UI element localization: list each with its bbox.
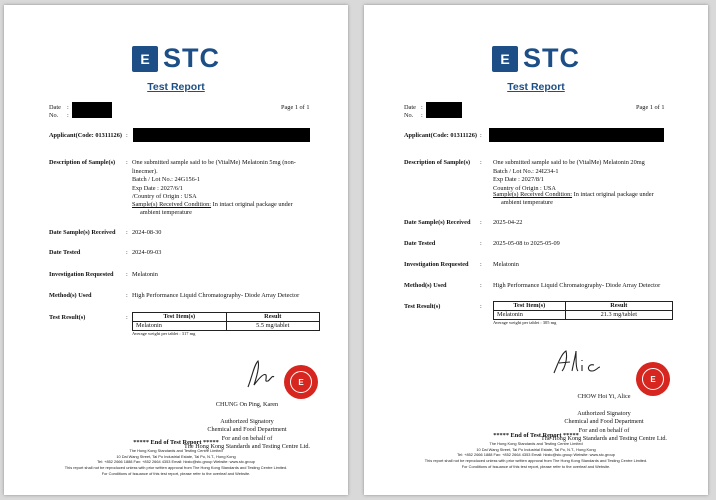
received-condition-text: In intact original package under <box>573 191 654 198</box>
date-tested-label: Date Tested <box>404 240 436 247</box>
report-page-right <box>364 5 708 495</box>
date-label: Date <box>404 104 416 111</box>
methods-label: Method(s) Used <box>404 282 447 289</box>
signature <box>550 347 602 377</box>
received-condition-label: Sample(s) Received Condition: <box>493 191 573 198</box>
results-label: Test Result(s) <box>49 314 86 321</box>
no-colon: : <box>421 112 423 119</box>
sample-description: One submitted sample said to be (VitalMe) Melatonin 20mg Batch / Lot No.: 24I234-1 Exp Date : 2027/8/1 Country of Origin : USA <box>493 159 645 192</box>
table-cell-item: Melatonin <box>494 311 566 320</box>
page-number: Page 1 of 1 <box>636 104 665 111</box>
date-tested-value: 2024-09-03 <box>132 249 162 256</box>
results-colon: : <box>126 314 128 321</box>
table-head-result: Result <box>226 313 320 322</box>
results-table <box>132 312 320 331</box>
stc-logo <box>4 45 348 72</box>
no-label: No. <box>404 112 414 119</box>
no-label: No. <box>49 112 59 119</box>
date-received-colon: : <box>126 229 128 236</box>
received-condition-text: In intact original package under <box>212 201 293 208</box>
stc-logo <box>364 45 708 72</box>
report-title: Test Report <box>147 81 205 93</box>
applicant-colon: : <box>480 132 482 139</box>
redacted-report-no <box>426 110 462 118</box>
table-row <box>133 322 320 331</box>
signatory-role: Authorized Signatory Chemical and Food Department For and on behalf of The Hong Kong Standards and Testing Centre Ltd. <box>184 418 310 451</box>
page-number: Page 1 of 1 <box>281 104 310 111</box>
date-received-label: Date Sample(s) Received <box>49 229 116 236</box>
date-received-value: 2025-04-22 <box>493 219 523 226</box>
received-condition-label: Sample(s) Received Condition: <box>132 201 212 208</box>
investigation-value: Melatonin <box>493 261 519 268</box>
redacted-applicant <box>133 128 310 142</box>
date-received-label: Date Sample(s) Received <box>404 219 471 226</box>
results-table <box>493 301 673 320</box>
table-cell-result: 5.5 mg/tablet <box>226 322 320 331</box>
investigation-value: Melatonin <box>132 271 158 278</box>
methods-value: High Performance Liquid Chromatography- Diode Array Detector <box>132 292 300 299</box>
date-label: Date <box>49 104 61 111</box>
investigation-label: Investigation Requested <box>49 271 114 278</box>
end-of-report: ***** End of Test Report ***** <box>493 432 579 439</box>
description-colon: : <box>480 159 482 166</box>
received-condition <box>132 201 293 208</box>
date-received-colon: : <box>480 219 482 226</box>
table-head-item: Test Item(s) <box>133 313 227 322</box>
date-colon: : <box>67 104 69 111</box>
investigation-label: Investigation Requested <box>404 261 469 268</box>
stc-logo-mark: E <box>132 46 158 72</box>
report-title: Test Report <box>507 81 565 93</box>
table-head-result: Result <box>565 302 672 311</box>
avg-weight-note: Average weight per tablet : 317 mg <box>132 331 196 336</box>
results-label: Test Result(s) <box>404 303 441 310</box>
methods-colon: : <box>480 282 482 289</box>
description-colon: : <box>126 159 128 166</box>
table-head-item: Test Item(s) <box>494 302 566 311</box>
table-cell-result: 21.3 mg/tablet <box>565 311 672 320</box>
methods-value: High Performance Liquid Chromatography- Diode Array Detector <box>493 282 661 289</box>
results-colon: : <box>480 303 482 310</box>
stc-seal-stamp: E <box>284 365 318 399</box>
report-footer: The Hong Kong Standards and Testing Centre Limited 10 Dai Wang Street, Tai Po Industrial Estate, Tai Po, N.T., Hong Kong Tel: +852 2666 1888 Fax: +852 2664 4353 Email: hkstc@stc.group Website: www.stc.group This report shall not be reproduced unless with prior written approval from The Hong Kong Standards and Testing Centre Limited. For Conditions of Issuance of this test report, please refer to the overleaf and Website. <box>424 441 648 469</box>
results-table-header <box>133 313 320 322</box>
stc-seal-stamp: E <box>636 362 670 396</box>
signatory-name: CHOW Hoi Yi, Alice <box>577 393 631 401</box>
avg-weight-note: Average weight per tablet : 305 mg <box>493 320 557 325</box>
stc-logo-text: STC <box>523 43 580 73</box>
applicant-label: Applicant(Code: 01311126) <box>404 132 477 139</box>
results-table-header <box>494 302 673 311</box>
date-received-value: 2024-08-30 <box>132 229 162 236</box>
no-colon: : <box>67 112 69 119</box>
report-page-left <box>4 5 348 495</box>
applicant-label: Applicant(Code: 01311126) <box>49 132 122 139</box>
description-label: Description of Sample(s) <box>49 159 116 166</box>
applicant-colon: : <box>126 132 128 139</box>
methods-label: Method(s) Used <box>49 292 92 299</box>
sample-description: One submitted sample said to be (VitalMe) Melatonin 5mg (non- linecmer). Batch / Lot No.: 24G156-1 Exp Date : 2027/6/1 /Country of Origin : USA <box>132 159 296 200</box>
date-tested-colon: : <box>126 249 128 256</box>
stc-logo-mark: E <box>492 46 518 72</box>
signatory-name: CHUNG On Ping, Karen <box>215 401 279 409</box>
date-tested-colon: : <box>480 240 482 247</box>
investigation-colon: : <box>126 271 128 278</box>
date-tested-label: Date Tested <box>49 249 81 256</box>
redacted-applicant <box>489 128 664 142</box>
received-condition-text2: ambient temperature <box>140 209 192 216</box>
stc-logo-text: STC <box>163 43 220 73</box>
received-condition <box>493 191 654 198</box>
table-cell-item: Melatonin <box>133 322 227 331</box>
description-label: Description of Sample(s) <box>404 159 471 166</box>
received-condition-text2: ambient temperature <box>501 199 553 206</box>
investigation-colon: : <box>480 261 482 268</box>
table-row <box>494 311 673 320</box>
report-footer: The Hong Kong Standards and Testing Centre Limited 10 Dai Wang Street, Tai Po Industrial Estate, Tai Po, N.T., Hong Kong Tel: +852 2666 1888 Fax: +852 2664 4353 Email: hkstc@stc.group Website: www.stc.group This report shall not be reproduced unless with prior written approval from The Hong Kong Standards and Testing Centre Limited. For Conditions of Issuance of this test report, please refer to the overleaf and Website. <box>64 448 288 476</box>
end-of-report: ***** End of Test Report ***** <box>133 439 219 446</box>
signatory-role: Authorized Signatory Chemical and Food Department For and on behalf of The Hong Kong Standards and Testing Centre Ltd. <box>541 410 667 443</box>
redacted-report-no <box>72 110 112 118</box>
signature <box>240 357 276 391</box>
methods-colon: : <box>126 292 128 299</box>
date-colon: : <box>421 104 423 111</box>
date-tested-value: 2025-05-08 to 2025-05-09 <box>493 240 560 247</box>
